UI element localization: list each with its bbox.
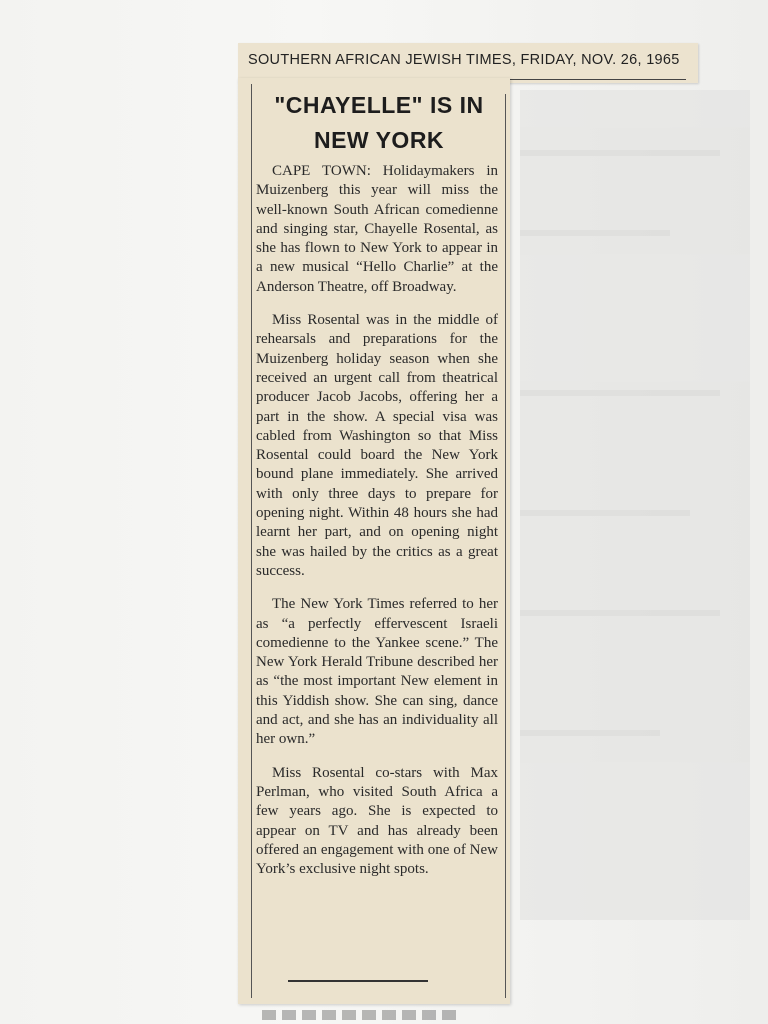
article-end-rule (288, 980, 428, 982)
masthead-text: SOUTHERN AFRICAN JEWISH TIMES, FRIDAY, NOV. 26, 1965 (248, 52, 680, 68)
article-paragraph: The New York Times referred to her as “a perfectly effervescent Israeli comedienne to the Yankee scene.” The New York Herald Tribune described her as “the most important New element in this Yiddish show. She can sing, dance and act, and she has an individuality all her own.” (256, 596, 498, 748)
article-paragraph: Miss Rosental was in the middle of rehearsals and preparations for the Muizenberg holiday season when she received an urgent call from theatrical producer Jacob Jacobs, offering her a part in the show. A special visa was cabled from Washington so that Miss Rosental could board the New York bound plane immediately. She arrived with only three days to prepare for opening night. Within 48 hours she had learnt her part, and on opening night she was hailed by the critics as a great success. (256, 312, 498, 579)
column-rule-left (251, 84, 252, 998)
article-paragraph: CAPE TOWN: Holidaymakers in Muizenberg this year will miss the well-known South African comedienne and singing star, Chayelle Rosental, as she has flown to New York to appear in a new musical “Hello Charlie” at the Anderson Theatre, off Broadway. (256, 163, 498, 295)
article-paragraph: Miss Rosental co-stars with Max Perlman, who visited South Africa a few years ago. She is expected to appear on TV and has already been offered an engagement with one of New York’s exclusive night spots. (256, 764, 498, 878)
column-rule-right (505, 94, 506, 998)
bleed-through-sheet (520, 90, 750, 920)
article-body (256, 162, 498, 879)
cut-off-text-fragment (262, 1010, 462, 1020)
article-headline: "CHAYELLE" IS IN NEW YORK (274, 92, 484, 153)
